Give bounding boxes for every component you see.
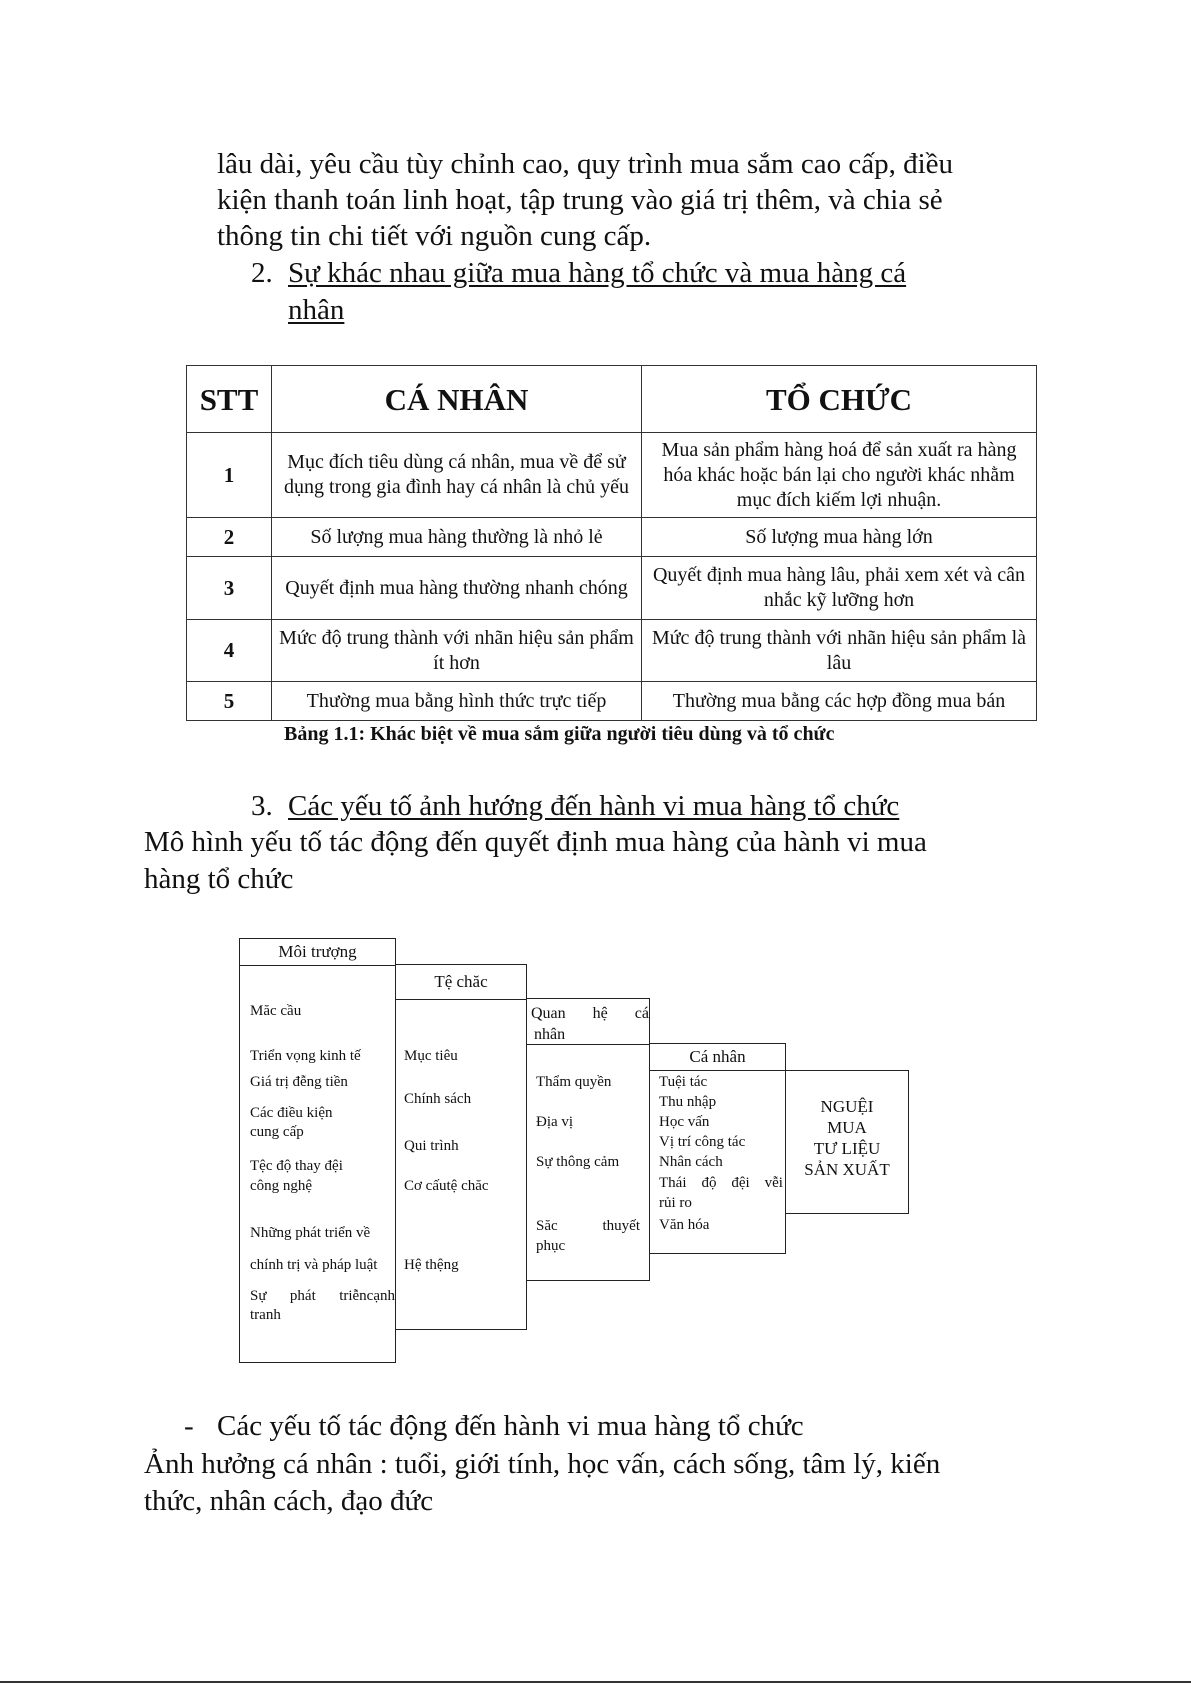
word: hệ [592,1005,608,1022]
interpersonal-title-continued: nhân [534,1026,566,1043]
organization-title: Tệ chăc [396,965,526,1000]
environment-item: Những phát triển về [250,1225,371,1241]
interpersonal-item: Thẩm quyền [536,1074,612,1090]
individual-item: Văn hóa [659,1217,710,1233]
word: triễncạnh [339,1288,395,1304]
intro-line: hàng tổ chức [144,863,294,895]
row-number: 1 [187,433,272,518]
table-row [187,433,1037,518]
individual-item-continued: rủi ro [659,1195,692,1211]
section-title: Các yếu tố ảnh hướng đến hành vi mua hàng tổ chức [288,790,900,822]
row-number: 2 [187,518,272,557]
buyer-line: TƯ LIỆU [813,1139,881,1158]
paragraph-line: kiện thanh toán linh hoạt, tập trung vào giá trị thêm, và chia sẻ [217,184,943,216]
header-stt: STT [187,366,272,433]
row-number: 4 [187,620,272,682]
row-number: 3 [187,557,272,620]
buyer-line: SẢN XUẤT [804,1160,890,1179]
organization-item: Hệ thệng [404,1257,459,1273]
section-title-continued: nhân [288,294,345,326]
buyer-line: NGUỆI [820,1097,874,1116]
table-row [187,620,1037,682]
paragraph-line: thông tin chi tiết với nguồn cung cấp. [217,220,652,252]
interpersonal-item [536,1217,640,1236]
ca-nhan-cell: Mục đích tiêu dùng cá nhân, mua về để sử dụng trong gia đình hay cá nhân là chủ yếu [272,433,642,518]
table-row [187,557,1037,620]
table-caption: Bảng 1.1: Khác biệt về mua sắm giữa người tiêu dùng và tổ chức [284,723,835,745]
table-row [187,518,1037,557]
environment-item: chính trị và pháp luật [250,1257,378,1273]
environment-item: Các điều kiện [250,1105,333,1121]
environment-item: công nghệ [250,1178,313,1194]
individual-item: Thu nhập [659,1094,717,1110]
row-number: 5 [187,682,272,721]
interpersonal-item: Sự thông cảm [536,1154,620,1170]
environment-title: Môi trượng [240,939,395,966]
individual-item [659,1174,783,1193]
page-bottom-rule [0,1681,1191,1683]
organization-item: Mục tiêu [404,1048,458,1064]
ca-nhan-cell: Số lượng mua hàng thường là nhỏ lẻ [272,518,642,557]
environment-item: Tệc độ thay đệi [250,1158,343,1174]
individual-item: Vị trí công tác [659,1134,746,1150]
word: đệi [731,1175,750,1191]
environment-item: tranh [250,1307,281,1323]
table-header-row [187,366,1037,433]
word: Quan [531,1005,566,1022]
word: vễi [764,1175,783,1191]
table-row [187,682,1037,721]
environment-item: Măc cầu [250,1003,302,1019]
ca-nhan-cell: Thường mua bằng hình thức trực tiếp [272,682,642,721]
header-to-chuc: TỔ CHỨC [642,366,1037,433]
environment-item: Giá trị đễng tiền [250,1074,348,1090]
word: phát [289,1288,316,1304]
section-title: Sự khác nhau giữa mua hàng tổ chức và mua hàng cá [288,257,907,289]
bullet-marker: - [184,1410,194,1442]
environment-item: Triển vọng kinh tế [250,1048,361,1064]
individual-item: Học vấn [659,1114,710,1130]
buyer-label [785,1096,909,1180]
word: Thái [659,1175,687,1191]
to-chuc-cell: Số lượng mua hàng lớn [642,518,1037,557]
interpersonal-title [531,1004,649,1023]
environment-item: cung cấp [250,1124,304,1140]
word: độ [701,1175,717,1191]
organization-item: Qui trình [404,1138,459,1154]
to-chuc-cell: Quyết định mua hàng lâu, phải xem xét và cân nhắc kỹ lưỡng hơn [642,557,1037,620]
to-chuc-cell: Mức độ trung thành với nhãn hiệu sản phẩm là lâu [642,620,1037,682]
to-chuc-cell: Mua sản phẩm hàng hoá để sản xuất ra hàng hóa khác hoặc bán lại cho người khác nhằm mục đích kiếm lợi nhuận. [642,433,1037,518]
interpersonal-item: Địa vị [536,1114,574,1130]
organization-item: Cơ cấutệ chăc [404,1178,489,1194]
environment-item [250,1287,395,1306]
comparison-table [186,365,1037,721]
bullet-text: Các yếu tố tác động đến hành vi mua hàng tổ chức [217,1410,804,1442]
section-number: 2. [251,257,273,289]
ca-nhan-cell: Quyết định mua hàng thường nhanh chóng [272,557,642,620]
word: Săc [536,1218,558,1234]
header-ca-nhan: CÁ NHÂN [272,366,642,433]
word: thuyết [602,1218,640,1234]
word: cá [634,1005,649,1022]
word: Sự [250,1288,267,1304]
intro-line: Mô hình yếu tố tác động đến quyết định mua hàng của hành vi mua [144,826,927,858]
interpersonal-item-continued: phục [536,1238,566,1254]
buyer-line: MUA [827,1118,867,1137]
ca-nhan-cell: Mức độ trung thành với nhãn hiệu sản phẩm ít hơn [272,620,642,682]
paragraph-line: lâu dài, yêu cầu tùy chỉnh cao, quy trình mua sắm cao cấp, điều [217,148,954,180]
organization-item: Chính sách [404,1091,472,1107]
closing-line: Ảnh hưởng cá nhân : tuổi, giới tính, học vấn, cách sống, tâm lý, kiến [144,1448,941,1480]
closing-line: thức, nhân cách, đạo đức [144,1485,434,1517]
individual-item: Nhân cách [659,1154,723,1170]
individual-title: Cá nhân [650,1044,785,1071]
section-number: 3. [251,790,273,822]
to-chuc-cell: Thường mua bằng các hợp đồng mua bán [642,682,1037,721]
individual-item: Tuệi tác [659,1074,708,1090]
